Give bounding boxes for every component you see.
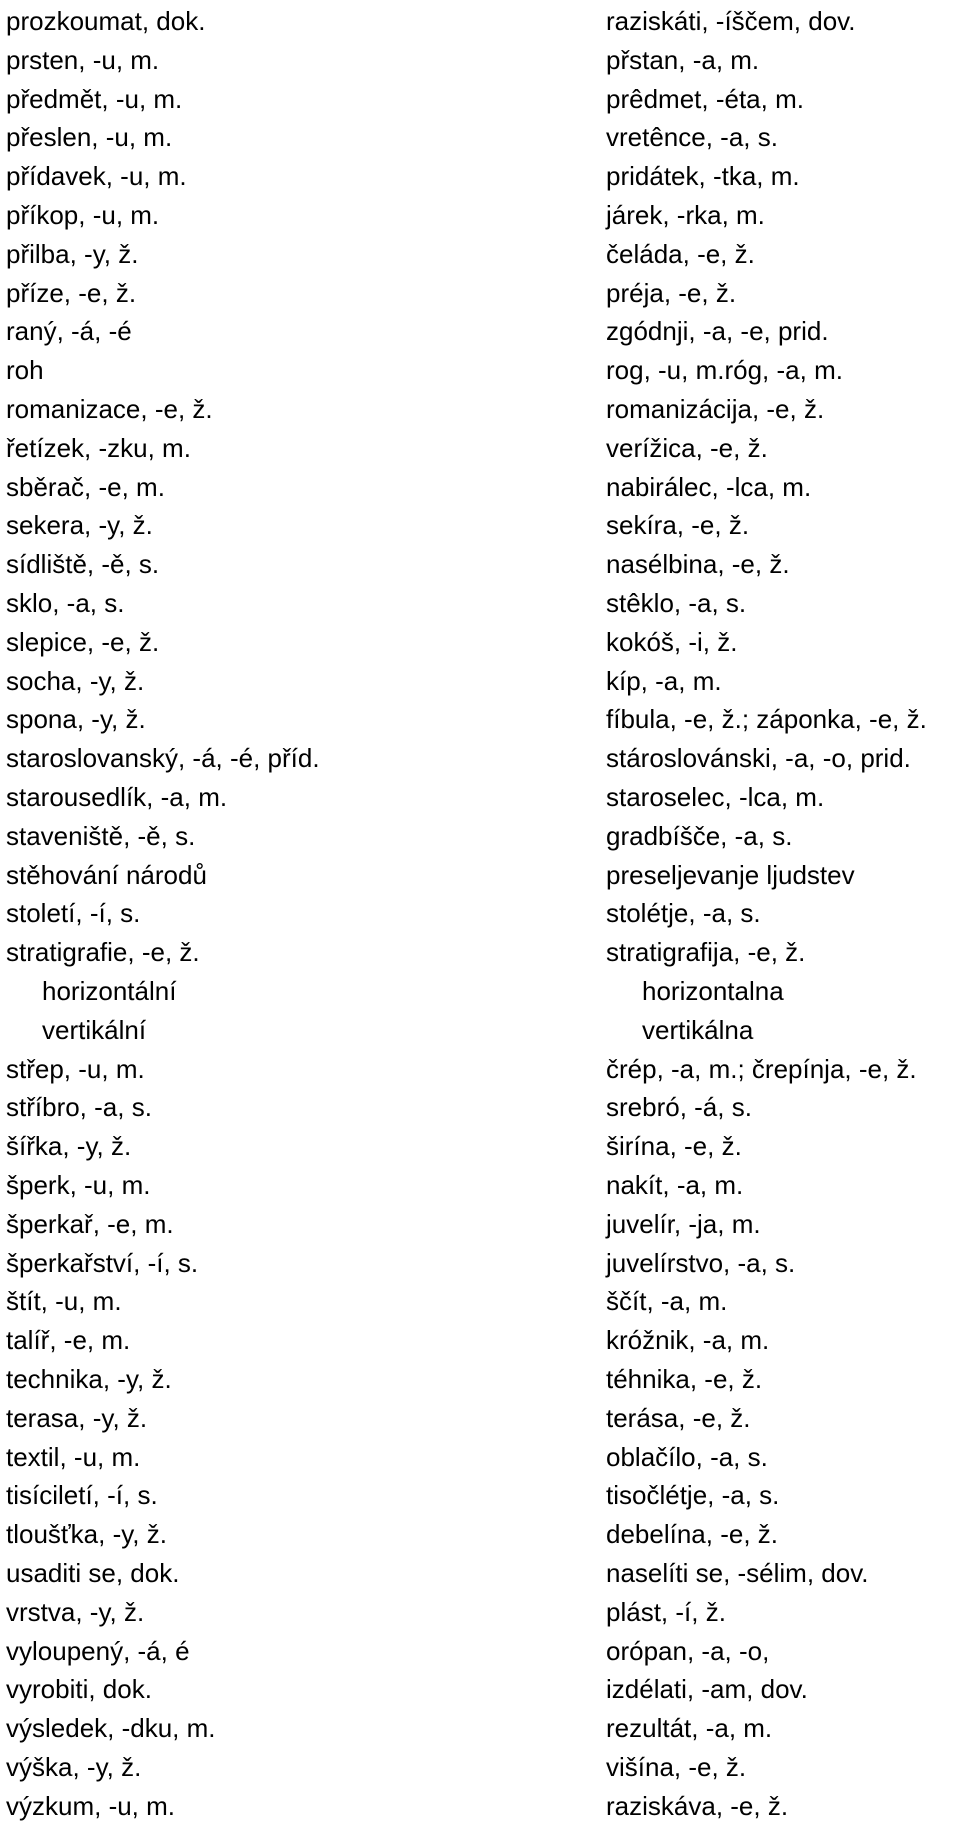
glossary-row: [0, 778, 960, 817]
glossary-row: [0, 2, 960, 41]
czech-term: prozkoumat, dok.: [6, 6, 206, 36]
glossary-row: [0, 157, 960, 196]
czech-term: tloušťka, -y, ž.: [6, 1519, 167, 1550]
glossary-row: [0, 817, 960, 856]
glossary-row: [0, 390, 960, 429]
slovenian-term: plást, -í, ž.: [606, 1596, 726, 1627]
glossary-row: [0, 506, 960, 545]
glossary-row: [0, 1476, 960, 1515]
glossary-row: [0, 1205, 960, 1244]
czech-term: socha, -y, ž.: [6, 665, 145, 696]
glossary-row: [0, 1670, 960, 1709]
czech-term: přilba, -y, ž.: [6, 238, 139, 269]
slovenian-term: stolétje, -a, s.: [606, 898, 761, 929]
czech-term: starousedlík, -a, m.: [6, 782, 228, 812]
slovenian-term: vretênce, -a, s.: [606, 122, 778, 153]
glossary-row: [0, 351, 960, 390]
czech-term: staveniště, -ě, s.: [6, 820, 196, 851]
slovenian-term: stratigrafija, -e, ž.: [606, 937, 806, 968]
czech-term: stratigrafie, -e, ž.: [6, 937, 200, 968]
czech-term: prsten, -u, m.: [6, 44, 160, 75]
slovenian-term: prêdmet, -éta, m.: [606, 83, 804, 114]
glossary-row: [0, 1088, 960, 1127]
slovenian-term: gradbíšče, -a, s.: [606, 820, 793, 851]
glossary-row: [0, 1515, 960, 1554]
slovenian-term: stároslovánski, -a, -o, prid.: [606, 743, 911, 774]
slovenian-term: raziskáva, -e, ž.: [606, 1790, 789, 1821]
glossary-row: [0, 739, 960, 778]
czech-term: roh: [6, 355, 44, 386]
czech-term: sběrač, -e, m.: [6, 471, 165, 502]
slovenian-term: debelína, -e, ž.: [606, 1519, 778, 1550]
slovenian-term: rezultát, -a, m.: [606, 1713, 773, 1744]
czech-term: střep, -u, m.: [6, 1053, 145, 1084]
slovenian-term: juvelírstvo, -a, s.: [606, 1247, 796, 1278]
czech-term: výzkum, -u, m.: [6, 1790, 176, 1821]
czech-term: přeslen, -u, m.: [6, 122, 173, 153]
glossary-row: [0, 1050, 960, 1089]
czech-term: tisíciletí, -í, s.: [6, 1480, 158, 1511]
glossary-row: [0, 1011, 960, 1050]
slovenian-term: kíp, -a, m.: [606, 665, 722, 696]
czech-term: technika, -y, ž.: [6, 1364, 172, 1394]
glossary-row: [0, 1709, 960, 1748]
slovenian-term: terása, -e, ž.: [606, 1402, 751, 1433]
slovenian-term: nakít, -a, m.: [606, 1170, 744, 1200]
czech-term: přídavek, -u, m.: [6, 161, 187, 192]
glossary-row: [0, 584, 960, 623]
czech-term: řetízek, -zku, m.: [6, 432, 191, 463]
glossary-row: [0, 1787, 960, 1826]
glossary-row: [0, 894, 960, 933]
slovenian-term: srebró, -á, s.: [606, 1092, 752, 1123]
czech-term: sekera, -y, ž.: [6, 510, 153, 541]
glossary-row: [0, 196, 960, 235]
slovenian-term: sekíra, -e, ž.: [606, 510, 750, 541]
slovenian-term: fíbula, -e, ž.; záponka, -e, ž.: [606, 704, 927, 735]
slovenian-term: kokóš, -i, ž.: [606, 626, 738, 657]
czech-term: talíř, -e, m.: [6, 1325, 131, 1356]
czech-term: štít, -u, m.: [6, 1286, 122, 1317]
slovenian-term: rog, -u, m.róg, -a, m.: [606, 355, 843, 386]
glossary-row: [0, 1360, 960, 1399]
czech-term: šperk, -u, m.: [6, 1170, 151, 1200]
slovenian-term: téhnika, -e, ž.: [606, 1364, 763, 1394]
glossary-row: [0, 429, 960, 468]
slovenian-term: staroselec, -lca, m.: [606, 782, 825, 812]
slovenian-term: přstan, -a, m.: [606, 44, 760, 75]
glossary-row: [0, 1127, 960, 1166]
czech-term: sklo, -a, s.: [6, 588, 125, 618]
slovenian-term: čeláda, -e, ž.: [606, 238, 755, 269]
czech-term: vrstva, -y, ž.: [6, 1596, 145, 1627]
slovenian-term: horizontalna: [642, 976, 784, 1006]
glossary-row: [0, 1632, 960, 1671]
slovenian-term: zgódnji, -a, -e, prid.: [606, 316, 829, 347]
glossary-row: [0, 1399, 960, 1438]
czech-term: příkop, -u, m.: [6, 200, 160, 230]
glossary-row: [0, 933, 960, 972]
slovenian-term: nasélbina, -e, ž.: [606, 549, 790, 580]
slovenian-term: orópan, -a, -o,: [606, 1635, 770, 1666]
slovenian-term: pridátek, -tka, m.: [606, 161, 800, 192]
czech-term: vyrobiti, dok.: [6, 1674, 152, 1705]
slovenian-term: ščít, -a, m.: [606, 1286, 728, 1317]
czech-term: spona, -y, ž.: [6, 704, 146, 735]
slovenian-term: črép, -a, m.; črepínja, -e, ž.: [606, 1053, 917, 1084]
slovenian-term: króžnik, -a, m.: [606, 1325, 770, 1356]
glossary-row: [0, 856, 960, 895]
glossary-row: [0, 80, 960, 119]
czech-term: výška, -y, ž.: [6, 1752, 142, 1782]
slovenian-term: raziskáti, -íščem, dov.: [606, 6, 856, 36]
slovenian-term: stêklo, -a, s.: [606, 588, 747, 618]
czech-term: stěhování národů: [6, 859, 207, 890]
glossary-row: [0, 468, 960, 507]
glossary-row: [0, 312, 960, 351]
glossary-row: [0, 1282, 960, 1321]
glossary-row: [0, 274, 960, 313]
czech-term: horizontální: [42, 976, 177, 1006]
czech-term: šířka, -y, ž.: [6, 1131, 132, 1162]
glossary-row: [0, 972, 960, 1011]
glossary-row: [0, 662, 960, 701]
slovenian-term: préja, -e, ž.: [606, 277, 737, 308]
glossary-row: [0, 700, 960, 739]
czech-term: stříbro, -a, s.: [6, 1092, 152, 1123]
czech-term: století, -í, s.: [6, 898, 141, 929]
slovenian-term: širína, -e, ž.: [606, 1131, 742, 1162]
slovenian-term: naselíti se, -sélim, dov.: [606, 1558, 869, 1588]
glossary-row: [0, 1593, 960, 1632]
slovenian-term: višína, -e, ž.: [606, 1752, 747, 1782]
slovenian-term: juvelír, -ja, m.: [606, 1208, 761, 1239]
slovenian-term: preseljevanje ljudstev: [606, 859, 855, 890]
slovenian-term: járek, -rka, m.: [606, 200, 765, 230]
czech-term: terasa, -y, ž.: [6, 1402, 148, 1433]
slovenian-term: nabirálec, -lca, m.: [606, 471, 812, 502]
czech-term: výsledek, -dku, m.: [6, 1713, 216, 1744]
slovenian-term: vertikálna: [642, 1014, 754, 1045]
czech-term: vyloupený, -á, é: [6, 1635, 190, 1666]
glossary-row: [0, 41, 960, 80]
czech-term: usaditi se, dok.: [6, 1558, 180, 1588]
czech-term: staroslovanský, -á, -é, příd.: [6, 743, 320, 774]
slovenian-term: tisočlétje, -a, s.: [606, 1480, 780, 1511]
czech-term: sídliště, -ě, s.: [6, 549, 160, 580]
glossary-row: [0, 545, 960, 584]
czech-term: předmět, -u, m.: [6, 83, 183, 114]
slovenian-term: izdélati, -am, dov.: [606, 1674, 808, 1705]
slovenian-term: romanizácija, -e, ž.: [606, 394, 825, 424]
czech-term: slepice, -e, ž.: [6, 626, 160, 657]
czech-term: textil, -u, m.: [6, 1441, 141, 1472]
czech-term: romanizace, -e, ž.: [6, 394, 213, 424]
slovenian-term: verížica, -e, ž.: [606, 432, 768, 463]
glossary-row: [0, 623, 960, 662]
czech-term: vertikální: [42, 1014, 147, 1045]
czech-term: šperkař, -e, m.: [6, 1208, 174, 1239]
czech-term: šperkařství, -í, s.: [6, 1247, 199, 1278]
glossary-row: [0, 1554, 960, 1593]
slovenian-term: oblačílo, -a, s.: [606, 1441, 768, 1472]
glossary-row: [0, 1321, 960, 1360]
glossary-row: [0, 1166, 960, 1205]
czech-term: příze, -e, ž.: [6, 277, 137, 308]
czech-term: raný, -á, -é: [6, 316, 132, 347]
glossary-row: [0, 118, 960, 157]
glossary-row: [0, 235, 960, 274]
glossary-row: [0, 1438, 960, 1477]
glossary-row: [0, 1748, 960, 1787]
glossary-row: [0, 1244, 960, 1283]
